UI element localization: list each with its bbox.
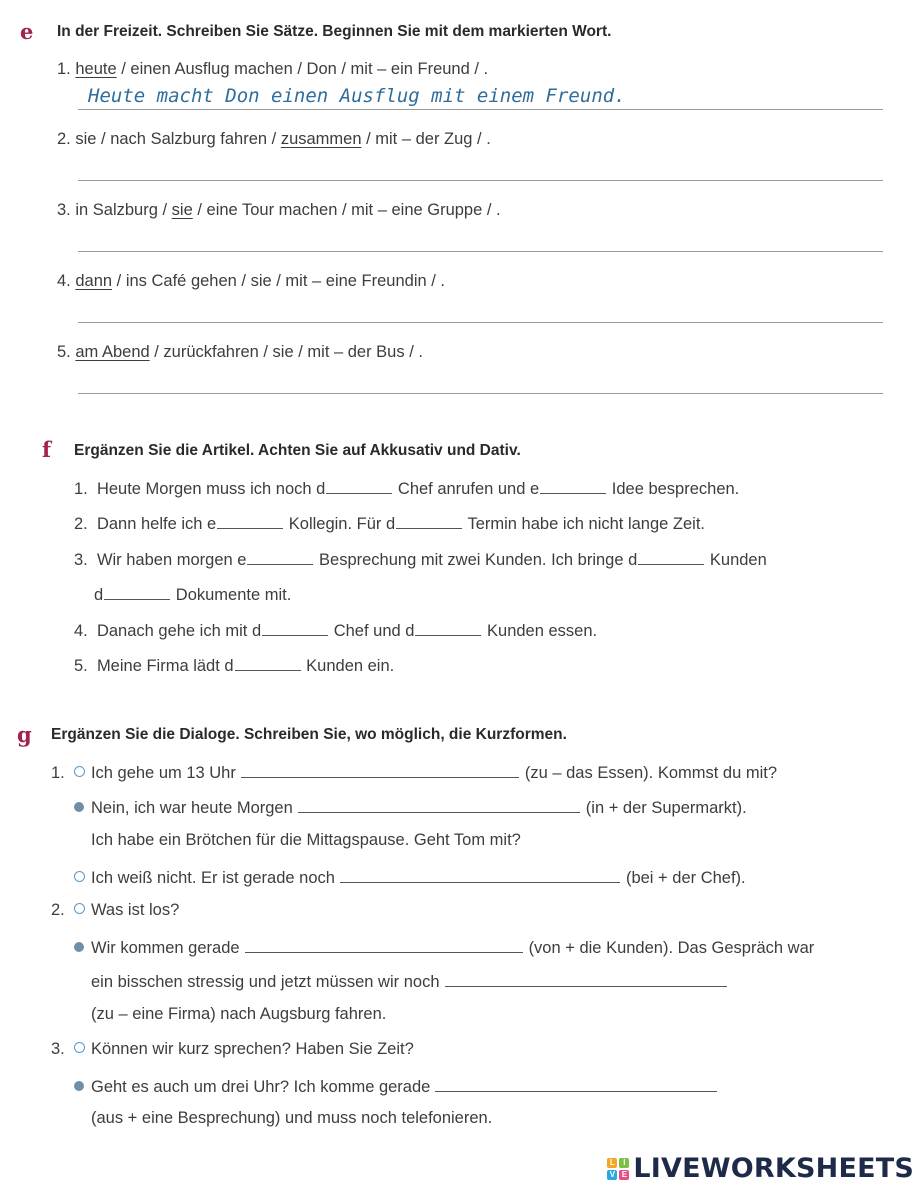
logo-grid-icon xyxy=(607,1158,629,1180)
exercise-f-line-2: 2. Dann helfe ich e Kollegin. Für d Termin habe ich nicht lange Zeit. xyxy=(74,515,705,533)
dialog-2-line-a: 2. Was ist los? xyxy=(51,901,180,919)
exercise-e-item-2: 2. sie / nach Salzburg fahren / zusammen / mit – der Zug / . xyxy=(57,130,491,148)
exercise-f-line-3b: d Dokumente mit. xyxy=(94,586,292,604)
answer-line-3[interactable] xyxy=(78,251,883,252)
logo-text: LIVEWORKSHEETS xyxy=(633,1153,914,1184)
dialog-2-line-b3: (zu – eine Firma) nach Augsburg fahren. xyxy=(91,1005,387,1023)
gap-input[interactable] xyxy=(104,584,170,600)
answer-input[interactable] xyxy=(445,970,727,987)
exercise-e-item-1: 1. heute / einen Ausflug machen / Don / mit – ein Freund / . xyxy=(57,60,489,78)
logo-tile: V xyxy=(607,1170,617,1180)
answer-input[interactable] xyxy=(435,1075,717,1092)
answer-line-2[interactable] xyxy=(78,180,883,181)
answer-input[interactable] xyxy=(298,796,580,813)
speaker-b-dot-icon xyxy=(74,802,84,812)
exercise-f-line-5: 5. Meine Firma lädt d Kunden ein. xyxy=(74,657,395,675)
gap-input[interactable] xyxy=(247,549,313,565)
dialog-1-line-a: 1. Ich gehe um 13 Uhr (zu – das Essen). Kommst du mit? xyxy=(51,761,777,783)
dialog-3-line-b: Geht es auch um drei Uhr? Ich komme gerade xyxy=(74,1075,723,1097)
gap-input[interactable] xyxy=(217,513,283,529)
gap-input[interactable] xyxy=(638,549,704,565)
answer-line-5[interactable] xyxy=(78,393,883,394)
gap-input[interactable] xyxy=(262,620,328,636)
answer-input[interactable] xyxy=(340,866,620,883)
exercise-f-line-3: 3. Wir haben morgen e Besprechung mit zwei Kunden. Ich bringe d Kunden xyxy=(74,551,767,569)
gap-input[interactable] xyxy=(326,478,392,494)
dialog-3-line-a: 3. Können wir kurz sprechen? Haben Sie Zeit? xyxy=(51,1040,414,1058)
logo-tile: L xyxy=(607,1158,617,1168)
exercise-e-item-3: 3. in Salzburg / sie / eine Tour machen / mit – eine Gruppe / . xyxy=(57,201,501,219)
section-f-letter: f xyxy=(42,437,52,462)
speaker-b-dot-icon xyxy=(74,1081,84,1091)
answer-input[interactable] xyxy=(245,936,523,953)
dialog-1-line-c: Ich weiß nicht. Er ist gerade noch (bei + der Chef). xyxy=(74,866,746,888)
example-answer: Heute macht Don einen Ausflug mit einem Freund. xyxy=(88,85,626,107)
dialog-3-line-b2: (aus + eine Besprechung) und muss noch telefonieren. xyxy=(91,1109,493,1127)
gap-input[interactable] xyxy=(396,513,462,529)
speaker-b-dot-icon xyxy=(74,942,84,952)
speaker-a-circle-icon xyxy=(74,766,85,777)
exercise-f-line-1: 1. Heute Morgen muss ich noch d Chef anrufen und e Idee besprechen. xyxy=(74,480,740,498)
speaker-a-circle-icon xyxy=(74,903,85,914)
section-g-title: Ergänzen Sie die Dialoge. Schreiben Sie, wo möglich, die Kurzformen. xyxy=(51,726,567,743)
answer-input[interactable] xyxy=(241,761,519,778)
section-g-letter: g xyxy=(17,722,32,747)
gap-input[interactable] xyxy=(415,620,481,636)
dialog-1-line-b: Nein, ich war heute Morgen (in + der Supermarkt). xyxy=(74,796,747,818)
speaker-a-circle-icon xyxy=(74,871,85,882)
section-f-title: Ergänzen Sie die Artikel. Achten Sie auf Akkusativ und Dativ. xyxy=(74,442,521,459)
exercise-e-item-5: 5. am Abend / zurückfahren / sie / mit – der Bus / . xyxy=(57,343,423,361)
speaker-a-circle-icon xyxy=(74,1042,85,1053)
exercise-f-line-4: 4. Danach gehe ich mit d Chef und d Kunden essen. xyxy=(74,622,598,640)
dialog-2-line-b2: ein bisschen stressig und jetzt müssen wir noch xyxy=(91,970,733,992)
section-e-title: In der Freizeit. Schreiben Sie Sätze. Beginnen Sie mit dem markierten Wort. xyxy=(57,23,612,40)
dialog-2-line-b: Wir kommen gerade (von + die Kunden). Das Gespräch war xyxy=(74,936,814,958)
answer-line-4[interactable] xyxy=(78,322,883,323)
liveworksheets-logo xyxy=(607,1153,914,1184)
answer-line-1 xyxy=(78,109,883,110)
gap-input[interactable] xyxy=(540,478,606,494)
section-e-letter: e xyxy=(20,19,34,44)
gap-input[interactable] xyxy=(235,655,301,671)
logo-tile: E xyxy=(619,1170,629,1180)
dialog-1-line-b2: Ich habe ein Brötchen für die Mittagspause. Geht Tom mit? xyxy=(91,831,521,849)
exercise-e-item-4: 4. dann / ins Café gehen / sie / mit – eine Freundin / . xyxy=(57,272,446,290)
logo-tile: I xyxy=(619,1158,629,1168)
